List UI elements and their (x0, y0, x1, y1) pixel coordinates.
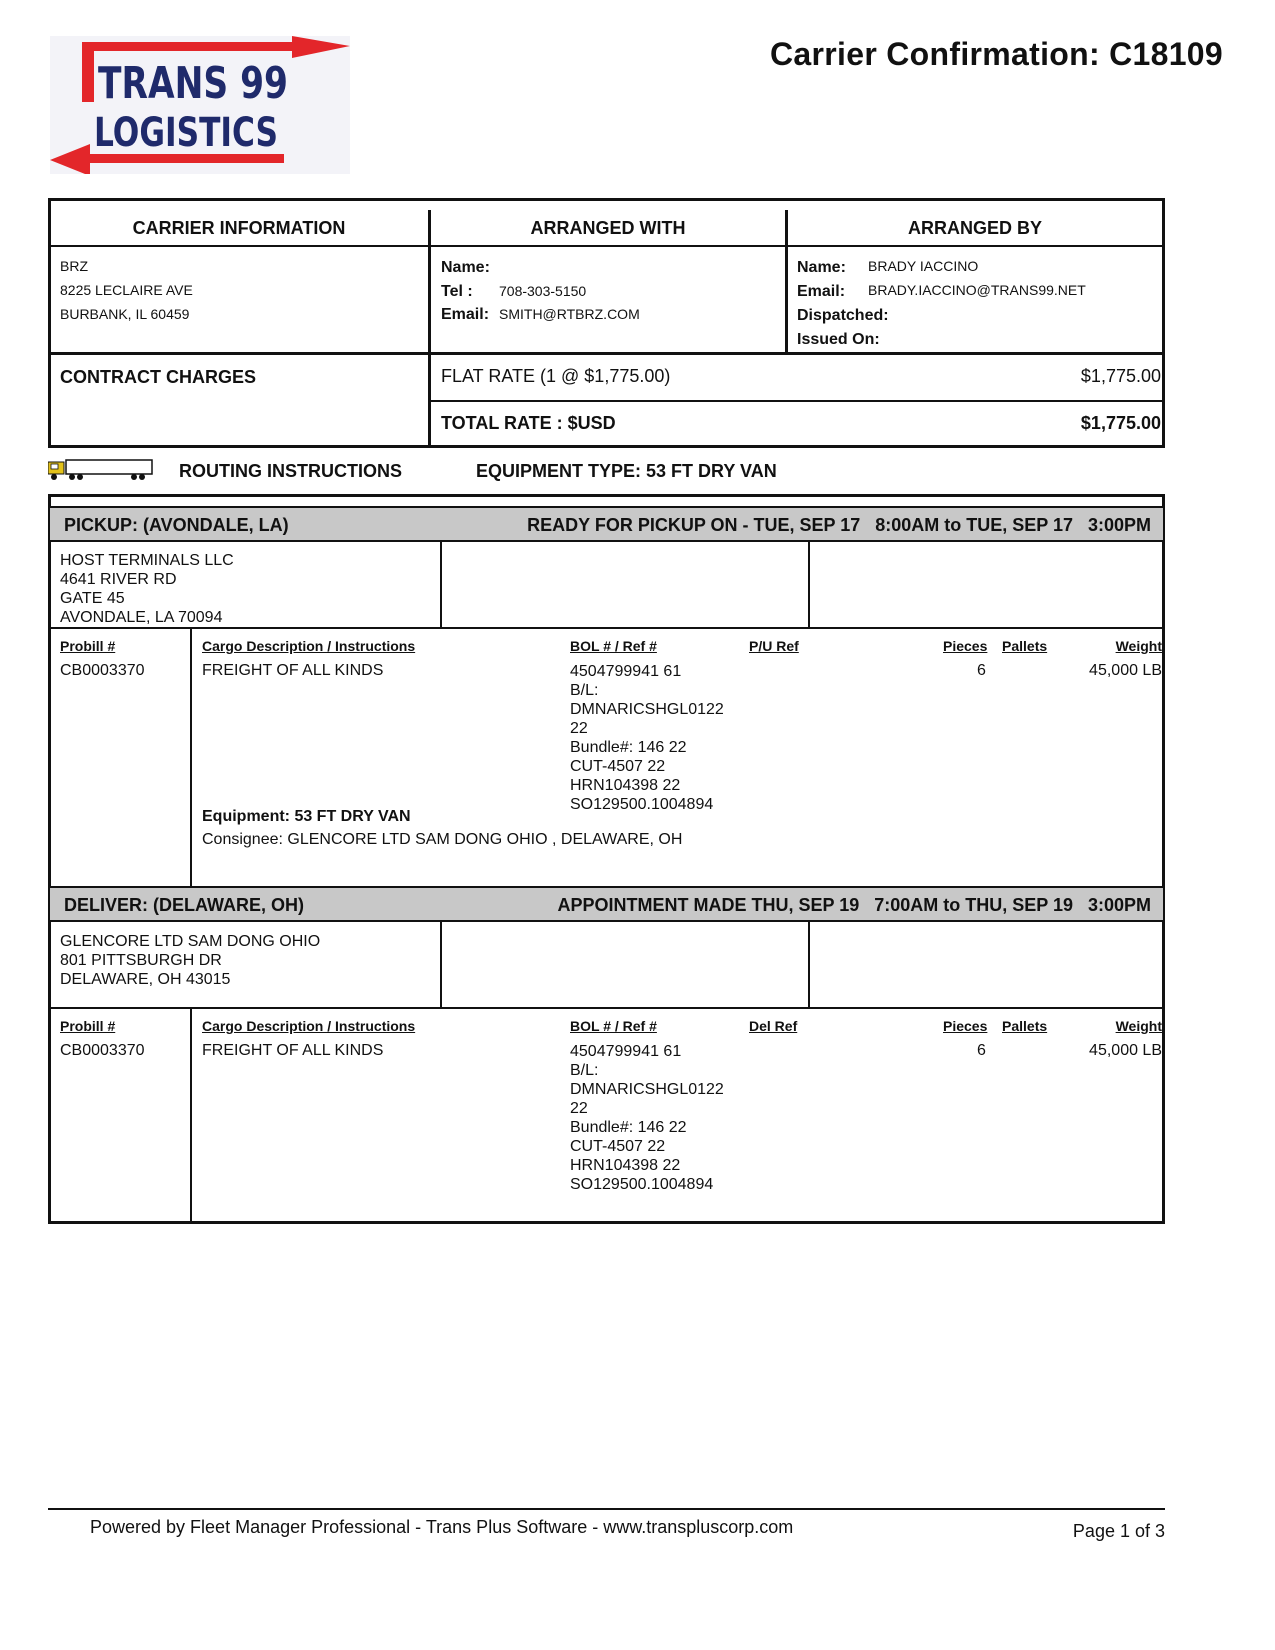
deliver-probill: CB0003370 (60, 1042, 145, 1059)
divider (48, 352, 1165, 355)
deliver-location: DELIVER: (DELAWARE, OH) (64, 895, 305, 915)
divider (440, 922, 442, 1008)
divider (428, 210, 431, 446)
bol-line: Bundle#: 146 22 (570, 739, 687, 756)
pickup-address-line: HOST TERMINALS LLC (60, 552, 234, 569)
col-cargo: Cargo Description / Instructions (202, 638, 416, 654)
col-cargo: Cargo Description / Instructions (202, 1018, 416, 1034)
pickup-cargo: FREIGHT OF ALL KINDS (202, 662, 384, 679)
deliver-window: APPOINTMENT MADE THU, SEP 19 7:00AM to THU, SEP 19 3:00PM (557, 895, 1151, 915)
pickup-window: READY FOR PICKUP ON - TUE, SEP 17 8:00AM to TUE, SEP 17 3:00PM (527, 515, 1151, 535)
arranged-by-header: ARRANGED BY (907, 218, 1042, 238)
bol-line: HRN104398 22 (570, 1157, 681, 1174)
arranged-with-name-label: Name: (441, 259, 490, 276)
bol-line: B/L: (570, 682, 599, 699)
bol-line: 22 (570, 720, 588, 737)
bol-line: DMNARICSHGL0122 (570, 701, 724, 718)
dispatched-label: Dispatched: (797, 307, 889, 324)
col-pu-ref: P/U Ref (749, 638, 799, 654)
divider (429, 400, 1165, 402)
arranged-with-email: SMITH@RTBRZ.COM (499, 306, 640, 322)
divider (808, 922, 810, 1008)
arranged-with-tel-label: Tel : (441, 283, 473, 300)
col-weight: Weight (1115, 638, 1162, 654)
pickup-address-line: 4641 RIVER RD (60, 571, 177, 588)
equipment-type: EQUIPMENT TYPE: 53 FT DRY VAN (476, 461, 777, 481)
bol-line: DMNARICSHGL0122 (570, 1081, 724, 1098)
col-probill: Probill # (60, 1018, 116, 1034)
logo-text-line1: TRANS 99 (98, 58, 288, 109)
arranged-by-name: BRADY IACCINO (868, 258, 979, 274)
arranged-with-email-label: Email: (441, 306, 490, 323)
logo-graphic (50, 36, 350, 174)
divider (440, 542, 442, 628)
divider (50, 1007, 1163, 1009)
bol-line: B/L: (570, 1062, 599, 1079)
carrier-info-header: CARRIER INFORMATION (132, 218, 346, 238)
deliver-address-line: GLENCORE LTD SAM DONG OHIO (60, 933, 321, 950)
bol-line: SO129500.1004894 (570, 796, 714, 813)
pickup-address (60, 551, 234, 627)
pickup-consignee: Consignee: GLENCORE LTD SAM DONG OHIO , DELAWARE, OH (202, 831, 683, 848)
deliver-weight: 45,000 LB (1089, 1042, 1162, 1059)
logo-text-line2: LOGISTICS (94, 110, 278, 156)
arranged-by-name-label: Name: (797, 259, 846, 276)
pickup-header-band (50, 506, 1163, 542)
col-pieces: Pieces (943, 638, 988, 654)
pickup-location: PICKUP: (AVONDALE, LA) (64, 515, 289, 535)
deliver-cargo: FREIGHT OF ALL KINDS (202, 1042, 384, 1059)
arranged-with-header: ARRANGED WITH (530, 218, 686, 238)
deliver-address-line: DELAWARE, OH 43015 (60, 971, 231, 988)
bol-line: SO129500.1004894 (570, 1176, 714, 1193)
pickup-address-line: GATE 45 (60, 590, 125, 607)
arranged-with-tel: 708-303-5150 (499, 283, 587, 299)
divider (190, 628, 192, 886)
deliver-pieces: 6 (977, 1042, 986, 1059)
divider (808, 542, 810, 628)
issued-on-label: Issued On: (797, 331, 880, 348)
deliver-address (60, 932, 320, 989)
bol-line: CUT-4507 22 (570, 758, 666, 775)
carrier-city: BURBANK, IL 60459 (60, 306, 190, 322)
bol-line: 22 (570, 1100, 588, 1117)
truck-icon (48, 458, 154, 482)
col-pieces: Pieces (943, 1018, 988, 1034)
flat-rate-amount: $1,775.00 (1080, 366, 1161, 386)
total-rate-label: TOTAL RATE : $USD (441, 413, 616, 433)
carrier-name: BRZ (60, 258, 88, 274)
bol-line: Bundle#: 146 22 (570, 1119, 687, 1136)
pickup-weight: 45,000 LB (1089, 662, 1162, 679)
pickup-probill: CB0003370 (60, 662, 145, 679)
col-probill: Probill # (60, 638, 116, 654)
divider (190, 1008, 192, 1222)
pickup-bol-list (570, 662, 724, 814)
col-pallets: Pallets (1002, 1018, 1048, 1034)
pickup-address-line: AVONDALE, LA 70094 (60, 609, 223, 626)
deliver-header-band (50, 886, 1163, 922)
footer-rule (48, 1508, 1165, 1510)
col-bol: BOL # / Ref # (570, 1018, 657, 1034)
col-weight: Weight (1115, 1018, 1162, 1034)
col-del-ref: Del Ref (749, 1018, 798, 1034)
bol-line: CUT-4507 22 (570, 1138, 666, 1155)
pickup-pieces: 6 (977, 662, 986, 679)
footer-powered-by: Powered by Fleet Manager Professional - Trans Plus Software - www.transpluscorp.com (90, 1517, 794, 1537)
divider (50, 627, 1163, 629)
company-logo (50, 36, 350, 174)
bol-line: 4504799941 61 (570, 1043, 682, 1060)
total-rate-amount: $1,775.00 (1080, 413, 1161, 433)
arranged-by-email-label: Email: (797, 283, 846, 300)
carrier-street: 8225 LECLAIRE AVE (60, 282, 193, 298)
bol-line: HRN104398 22 (570, 777, 681, 794)
flat-rate: FLAT RATE (1 @ $1,775.00) (441, 366, 671, 386)
bol-line: 4504799941 61 (570, 663, 682, 680)
deliver-address-line: 801 PITTSBURGH DR (60, 952, 222, 969)
col-pallets: Pallets (1002, 638, 1048, 654)
arranged-by-email: BRADY.IACCINO@TRANS99.NET (868, 282, 1086, 298)
page-title: Carrier Confirmation: C18109 (770, 36, 1223, 72)
deliver-bol-list (570, 1042, 724, 1194)
routing-instructions-label: ROUTING INSTRUCTIONS (179, 461, 402, 481)
pickup-equipment: Equipment: 53 FT DRY VAN (202, 808, 411, 825)
divider (48, 245, 1165, 247)
contract-charges-label: CONTRACT CHARGES (60, 367, 256, 387)
col-bol: BOL # / Ref # (570, 638, 657, 654)
page-number: Page 1 of 3 (1072, 1521, 1165, 1541)
